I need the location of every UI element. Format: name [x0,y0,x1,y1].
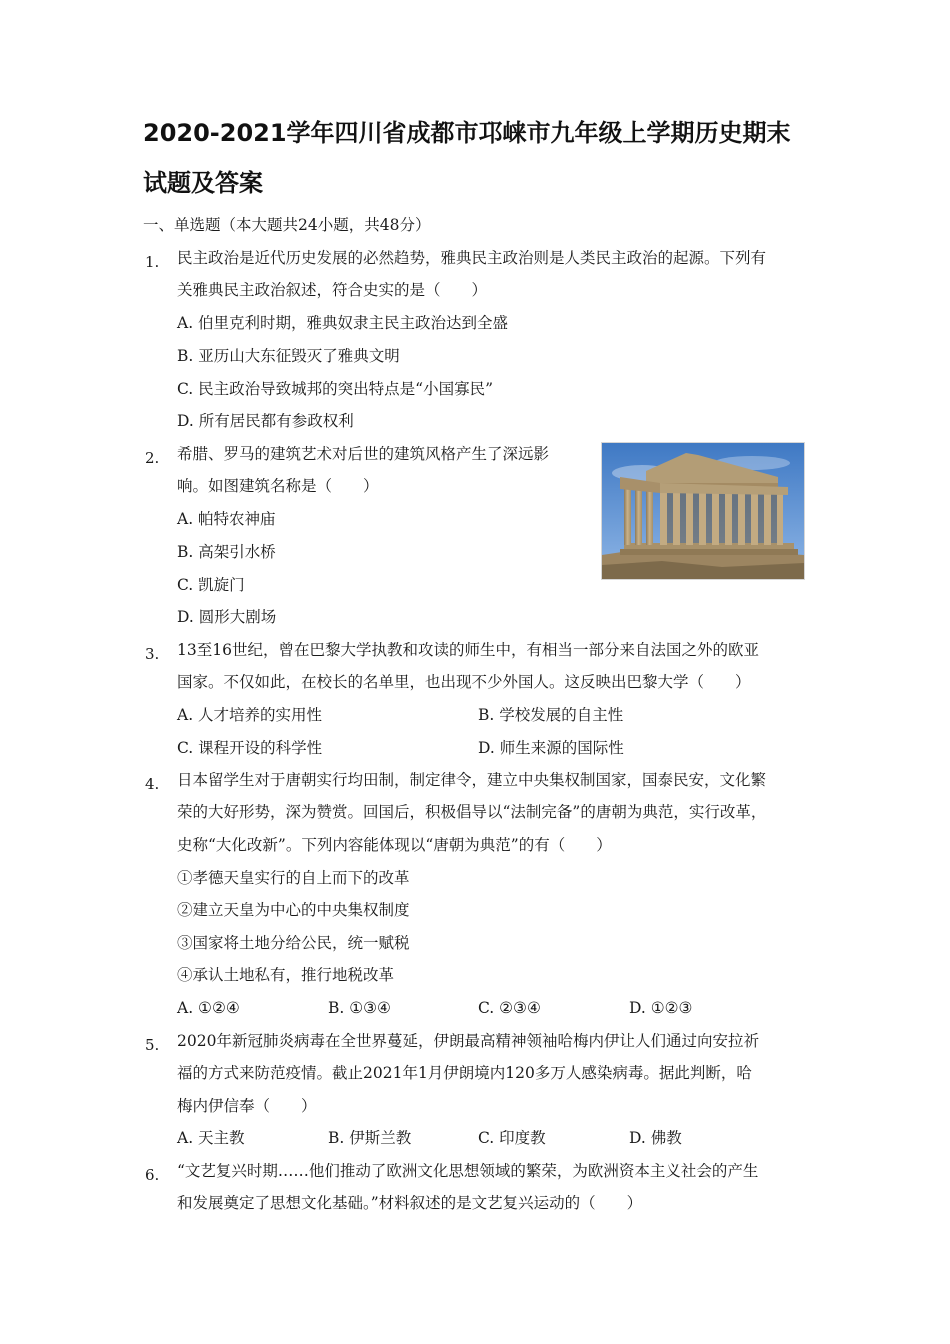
question-4-option-b: B. ①③④ [328,999,391,1017]
question-4-item-3: ③国家将土地分给公民，统一赋税 [177,934,410,952]
question-4-item-4: ④承认土地私有，推行地税改革 [177,966,395,984]
question-4-number: 4. [145,775,160,793]
parthenon-photo [601,442,805,580]
question-1-stem-line-2: 关雅典民主政治叙述，符合史实的是（ ） [177,281,488,299]
question-1-stem-line-1: 民主政治是近代历史发展的必然趋势，雅典民主政治则是人类民主政治的起源。下列有 [177,249,767,267]
question-2-option-d: D. 圆形大剧场 [177,608,277,626]
question-1-option-d: D. 所有居民都有参政权利 [177,412,354,430]
question-3-stem-line-1: 13至16世纪，曾在巴黎大学执教和攻读的师生中，有相当一部分来自法国之外的欧亚 [177,641,759,659]
question-4-option-a: A. ①②④ [177,999,240,1017]
document-title-line-1: 2020-2021学年四川省成都市邛崃市九年级上学期历史期末 [143,119,791,147]
question-6-number: 6. [145,1166,160,1184]
question-1-option-c: C. 民主政治导致城邦的突出特点是“小国寡民” [177,380,494,398]
question-5-option-a: A. 天主教 [177,1129,245,1147]
question-5-option-d: D. 佛教 [629,1129,682,1147]
question-5-stem-line-1: 2020年新冠肺炎病毒在全世界蔓延，伊朗最高精神领袖哈梅内伊让人们通过向安拉祈 [177,1032,759,1050]
question-4-item-2: ②建立天皇为中心的中央集权制度 [177,901,410,919]
question-3-option-c: C. 课程开设的科学性 [177,739,323,757]
section-heading: 一、单选题（本大题共24小题，共48分） [143,216,431,234]
question-3-stem-line-2: 国家。不仅如此，在校长的名单里，也出现不少外国人。这反映出巴黎大学（ ） [177,673,751,691]
question-2-number: 2. [145,449,160,467]
question-2-option-c: C. 凯旋门 [177,576,245,594]
question-4-option-d: D. ①②③ [629,999,693,1017]
question-4-stem-line-2: 荣的大好形势，深为赞赏。回国后，积极倡导以“法制完备”的唐朝为典范，实行改革， [177,803,767,821]
question-2-stem-line-1: 希腊、罗马的建筑艺术对后世的建筑风格产生了深远影 [177,445,550,463]
question-5-option-c: C. 印度教 [478,1129,546,1147]
question-5-option-b: B. 伊斯兰教 [328,1129,412,1147]
question-5-stem-line-2: 福的方式来防范疫情。截止2021年1月伊朗境内120多万人感染病毒。据此判断，哈 [177,1064,752,1082]
question-1-number: 1. [145,253,160,271]
question-2-option-a: A. 帕特农神庙 [177,510,276,528]
document-title-line-2: 试题及答案 [143,169,263,197]
question-1-option-b: B. 亚历山大东征毁灭了雅典文明 [177,347,400,365]
question-3-option-a: A. 人才培养的实用性 [177,706,323,724]
question-6-stem-line-2: 和发展奠定了思想文化基础。”材料叙述的是文艺复兴运动的（ ） [177,1194,643,1212]
question-1-option-a: A. 伯里克利时期，雅典奴隶主民主政治达到全盛 [177,314,509,332]
question-3-option-b: B. 学校发展的自主性 [478,706,624,724]
question-4-option-c: C. ②③④ [478,999,541,1017]
question-2-option-b: B. 高架引水桥 [177,543,276,561]
question-3-option-d: D. 师生来源的国际性 [478,739,624,757]
question-3-number: 3. [145,645,160,663]
question-4-stem-line-3: 史称“大化改新”。下列内容能体现以“唐朝为典范”的有（ ） [177,836,612,854]
question-4-item-1: ①孝德天皇实行的自上而下的改革 [177,869,410,887]
question-4-stem-line-1: 日本留学生对于唐朝实行均田制，制定律令，建立中央集权制国家，国泰民安，文化繁 [177,771,767,789]
question-5-number: 5. [145,1036,160,1054]
question-6-stem-line-1: “文艺复兴时期……他们推动了欧洲文化思想领域的繁荣，为欧洲资本主义社会的产生 [177,1162,759,1180]
question-5-stem-line-3: 梅内伊信奉（ ） [177,1097,317,1115]
question-2-stem-line-2: 响。如图建筑名称是（ ） [177,477,379,495]
